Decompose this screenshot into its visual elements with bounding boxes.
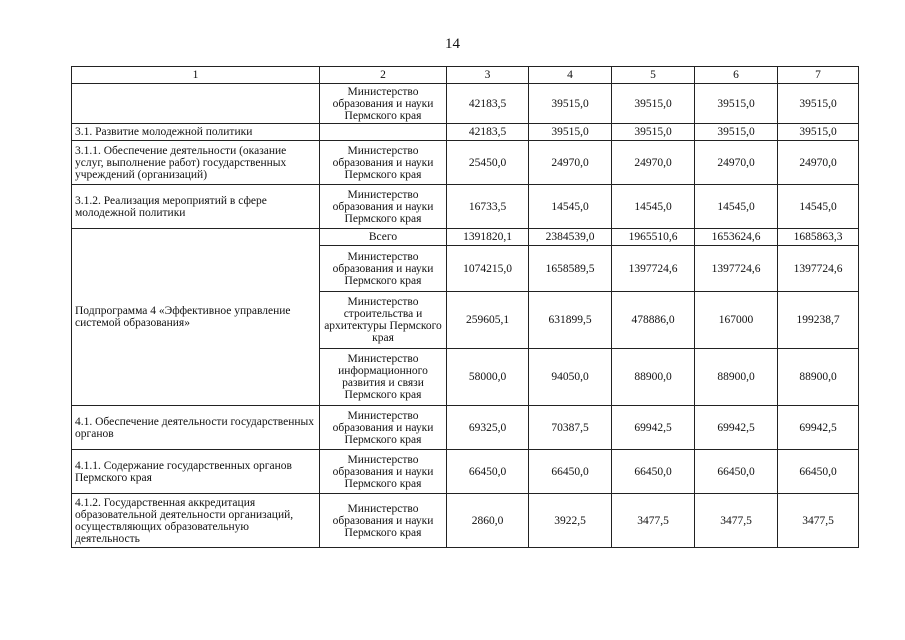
table-row (72, 84, 859, 124)
value-cell: 24970,0 (695, 141, 778, 185)
value-cell: 69325,0 (447, 406, 529, 450)
value-cell: 66450,0 (695, 450, 778, 494)
value-cell: 88900,0 (778, 349, 859, 406)
value-cell: 66450,0 (612, 450, 695, 494)
value-cell: 1397724,6 (612, 246, 695, 292)
value-cell: 3477,5 (612, 494, 695, 548)
table-row (72, 229, 859, 246)
value-cell: 1074215,0 (447, 246, 529, 292)
program-name-cell: Подпрограмма 4 «Эффективное управление системой образования» (72, 229, 320, 406)
value-cell: 70387,5 (529, 406, 612, 450)
value-cell: 25450,0 (447, 141, 529, 185)
budget-table (71, 66, 859, 548)
executor-cell: Всего (320, 229, 447, 246)
page-number: 14 (445, 36, 460, 52)
value-cell: 1653624,6 (695, 229, 778, 246)
column-number: 5 (612, 67, 695, 84)
table-row (72, 450, 859, 494)
value-cell: 66450,0 (447, 450, 529, 494)
value-cell: 39515,0 (529, 84, 612, 124)
executor-cell: Министерство образования и науки Пермского края (320, 406, 447, 450)
value-cell: 1397724,6 (695, 246, 778, 292)
value-cell: 39515,0 (612, 124, 695, 141)
value-cell: 69942,5 (778, 406, 859, 450)
table-row (72, 494, 859, 548)
table-row (72, 124, 859, 141)
table-row (72, 141, 859, 185)
value-cell: 1658589,5 (529, 246, 612, 292)
value-cell: 42183,5 (447, 124, 529, 141)
table-row (72, 406, 859, 450)
program-name-cell (72, 84, 320, 124)
value-cell: 24970,0 (529, 141, 612, 185)
program-name-cell: 4.1.1. Содержание государственных органов Пермского края (72, 450, 320, 494)
program-name-cell: 3.1.1. Обеспечение деятельности (оказание услуг, выполнение работ) государственных учреждений (организаций) (72, 141, 320, 185)
value-cell: 39515,0 (695, 84, 778, 124)
value-cell: 199238,7 (778, 292, 859, 349)
value-cell: 259605,1 (447, 292, 529, 349)
value-cell: 1391820,1 (447, 229, 529, 246)
value-cell: 88900,0 (612, 349, 695, 406)
executor-cell: Министерство информационного развития и связи Пермского края (320, 349, 447, 406)
value-cell: 14545,0 (529, 185, 612, 229)
value-cell: 167000 (695, 292, 778, 349)
value-cell: 3922,5 (529, 494, 612, 548)
value-cell: 39515,0 (778, 124, 859, 141)
value-cell: 16733,5 (447, 185, 529, 229)
value-cell: 69942,5 (612, 406, 695, 450)
value-cell: 14545,0 (695, 185, 778, 229)
program-name-cell: 3.1.2. Реализация мероприятий в сфере молодежной политики (72, 185, 320, 229)
value-cell: 3477,5 (695, 494, 778, 548)
value-cell: 94050,0 (529, 349, 612, 406)
program-name-cell: 4.1. Обеспечение деятельности государственных органов (72, 406, 320, 450)
value-cell: 39515,0 (529, 124, 612, 141)
executor-cell: Министерство образования и науки Пермского края (320, 185, 447, 229)
column-number: 4 (529, 67, 612, 84)
value-cell: 66450,0 (529, 450, 612, 494)
executor-cell (320, 124, 447, 141)
column-number: 3 (447, 67, 529, 84)
value-cell: 58000,0 (447, 349, 529, 406)
value-cell: 69942,5 (695, 406, 778, 450)
column-number: 7 (778, 67, 859, 84)
value-cell: 3477,5 (778, 494, 859, 548)
program-name-cell: 3.1. Развитие молодежной политики (72, 124, 320, 141)
value-cell: 14545,0 (778, 185, 859, 229)
column-number: 2 (320, 67, 447, 84)
executor-cell: Министерство образования и науки Пермского края (320, 141, 447, 185)
value-cell: 478886,0 (612, 292, 695, 349)
table-row (72, 185, 859, 229)
executor-cell: Министерство образования и науки Пермского края (320, 246, 447, 292)
column-number: 1 (72, 67, 320, 84)
executor-cell: Министерство строительства и архитектуры Пермского края (320, 292, 447, 349)
value-cell: 39515,0 (778, 84, 859, 124)
value-cell: 631899,5 (529, 292, 612, 349)
value-cell: 2860,0 (447, 494, 529, 548)
value-cell: 42183,5 (447, 84, 529, 124)
table-header-row (72, 67, 859, 84)
executor-cell: Министерство образования и науки Пермского края (320, 84, 447, 124)
column-number: 6 (695, 67, 778, 84)
value-cell: 14545,0 (612, 185, 695, 229)
value-cell: 24970,0 (778, 141, 859, 185)
value-cell: 24970,0 (612, 141, 695, 185)
value-cell: 39515,0 (695, 124, 778, 141)
executor-cell: Министерство образования и науки Пермского края (320, 494, 447, 548)
value-cell: 1685863,3 (778, 229, 859, 246)
value-cell: 1965510,6 (612, 229, 695, 246)
executor-cell: Министерство образования и науки Пермского края (320, 450, 447, 494)
value-cell: 2384539,0 (529, 229, 612, 246)
program-name-cell: 4.1.2. Государственная аккредитация образовательной деятельности организаций, осуществляющих образовательную деятельность (72, 494, 320, 548)
value-cell: 1397724,6 (778, 246, 859, 292)
value-cell: 39515,0 (612, 84, 695, 124)
value-cell: 66450,0 (778, 450, 859, 494)
value-cell: 88900,0 (695, 349, 778, 406)
